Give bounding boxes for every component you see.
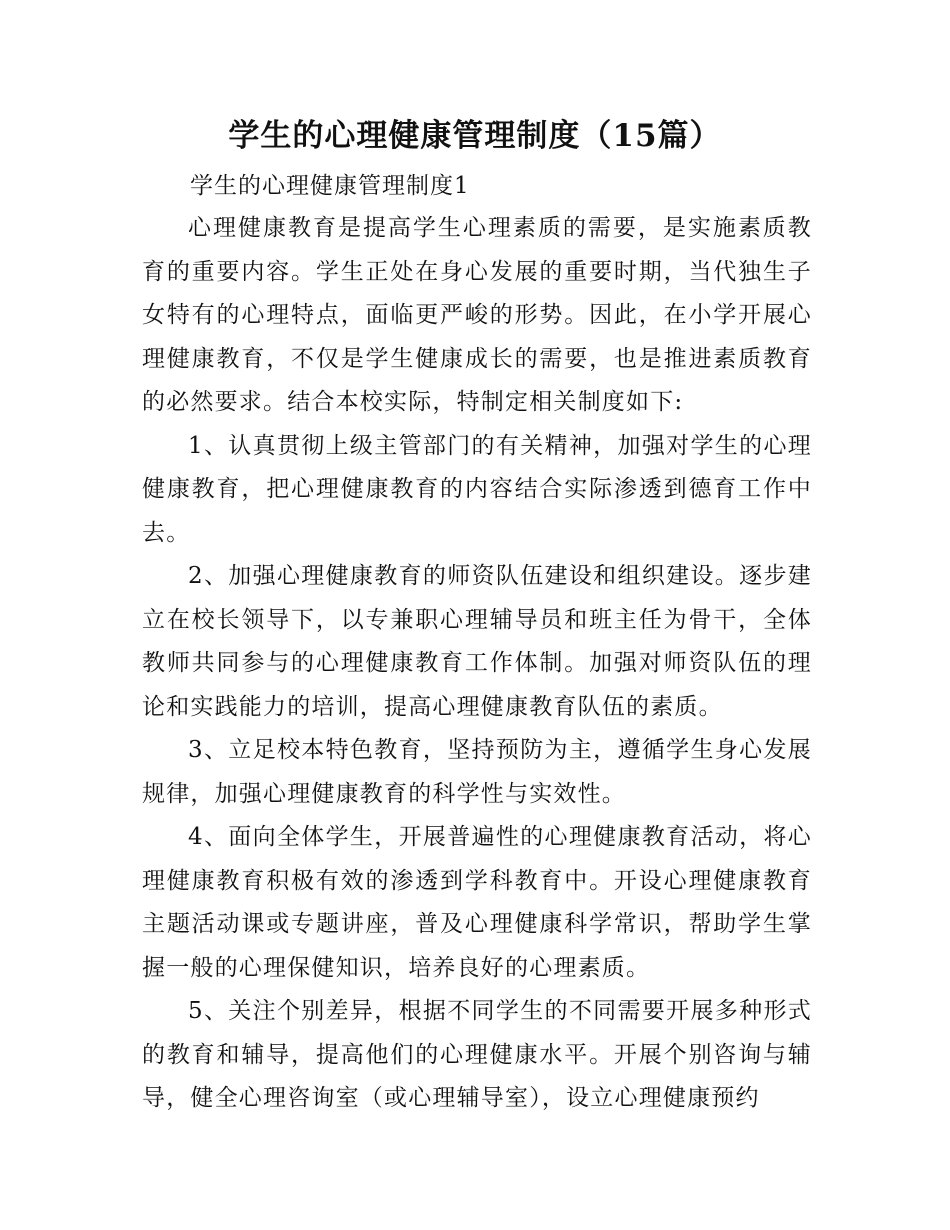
rule-paragraph-5: 5、关注个别差异，根据不同学生的不同需要开展多种形式的教育和辅导，提高他们的心理健康水平。开展个别咨询与辅导，健全心理咨询室（或心理辅导室），设立心理健康预约 — [142, 998, 812, 1111]
document-title: 学生的心理健康管理制度（15篇） — [228, 118, 722, 154]
section-heading: 学生的心理健康管理制度1 — [190, 173, 470, 199]
rule-paragraph-3: 3、立足校本特色教育，坚持预防为主，遵循学生身心发展规律，加强心理健康教育的科学性与实效性。 — [142, 737, 812, 807]
rule-paragraph-2: 2、加强心理健康教育的师资队伍建设和组织建设。逐步建立在校长领导下，以专兼职心理辅导员和班主任为骨干，全体教师共同参与的心理健康教育工作体制。加强对师资队伍的理论和实践能力的培训，提高心理健康教育队伍的素质。 — [142, 563, 812, 720]
document-body — [142, 207, 812, 1121]
rule-paragraph-1: 1、认真贯彻上级主管部门的有关精神，加强对学生的心理健康教育，把心理健康教育的内容结合实际渗透到德育工作中去。 — [142, 432, 812, 546]
rule-paragraph-4: 4、面向全体学生，开展普遍性的心理健康教育活动，将心理健康教育积极有效的渗透到学科教育中。开设心理健康教育主题活动课或专题讲座，普及心理健康科学常识，帮助学生掌握一般的心理保健知识，培养良好的心理素质。 — [142, 824, 812, 981]
intro-paragraph: 心理健康教育是提高学生心理素质的需要，是实施素质教育的重要内容。学生正处在身心发展的重要时期，当代独生子女特有的心理特点，面临更严峻的形势。因此，在小学开展心理健康教育，不仅是学生健康成长的需要，也是推进素质教育的必然要求。结合本校实际，特制定相关制度如下: — [142, 215, 812, 415]
